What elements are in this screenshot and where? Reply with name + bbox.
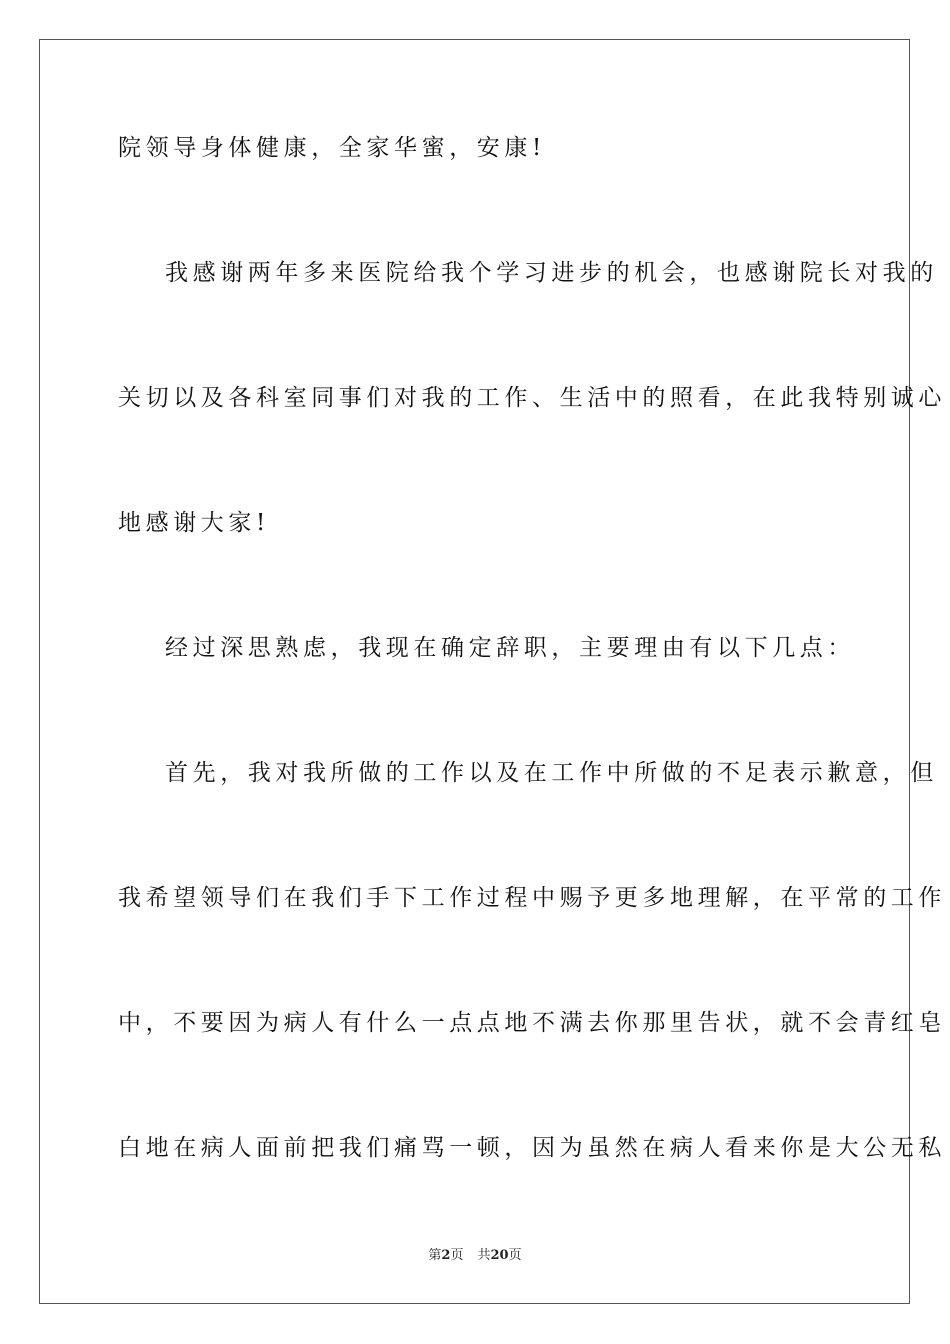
text-line-4: 地感谢大家! — [118, 510, 270, 536]
text-line-6: 首先，我对我所做的工作以及在工作中所做的不足表示歉意，但 — [165, 760, 938, 786]
total-pages: 20 — [490, 1248, 509, 1263]
text-line-8: 中，不要因为病人有什么一点点地不满去你那里告状，就不会青红皂 — [118, 1010, 946, 1036]
page-prefix: 第 — [428, 1248, 442, 1263]
text-line-2: 我感谢两年多来医院给我个学习进步的机会，也感谢院长对我的 — [165, 260, 938, 286]
text-line-5: 经过深思熟虑，我现在确定辞职，主要理由有以下几点： — [165, 635, 855, 661]
text-line-3: 关切以及各科室同事们对我的工作、生活中的照看，在此我特别诚心 — [118, 385, 946, 411]
text-line-7: 我希望领导们在我们手下工作过程中赐予更多地理解，在平常的工作 — [118, 885, 946, 911]
text-line-9: 白地在病人面前把我们痛骂一顿，因为虽然在病人看来你是大公无私 — [118, 1135, 946, 1161]
text-line-1: 院领导身体健康，全家华蜜，安康! — [118, 135, 546, 161]
page-footer — [0, 1247, 950, 1265]
page-frame — [39, 39, 910, 1304]
page-suffix: 页 — [450, 1248, 464, 1263]
total-suffix: 页 — [508, 1248, 522, 1263]
page-number: 2 — [441, 1248, 451, 1263]
total-prefix: 共 — [477, 1248, 491, 1263]
